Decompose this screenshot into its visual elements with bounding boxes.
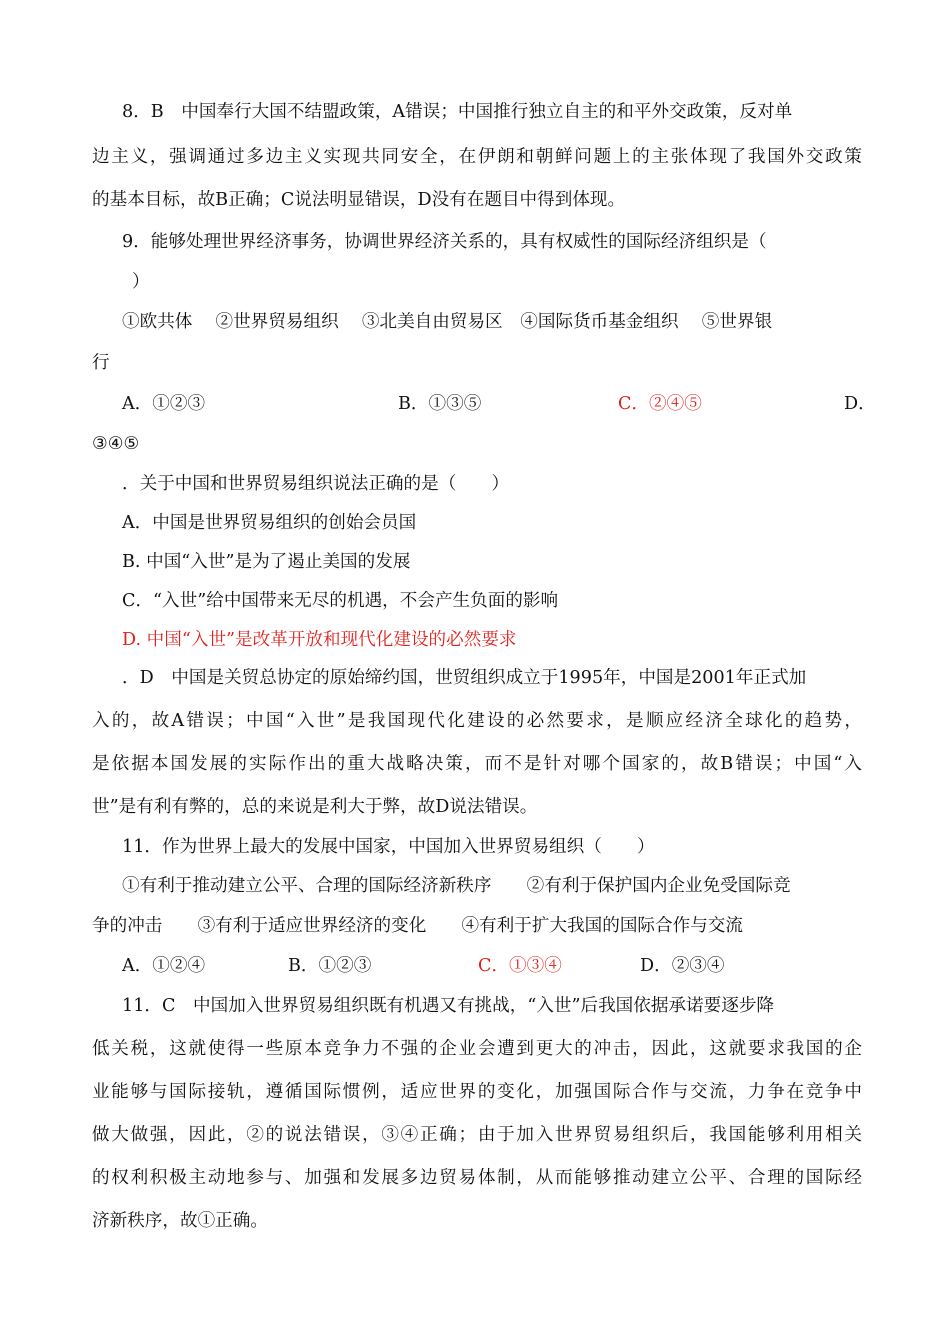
- q9-option-b: B．①③⑤: [398, 394, 482, 414]
- q10-option-b: B. 中国“入世”是为了遏止美国的发展: [122, 552, 411, 572]
- q11-option-d: D．②③④: [640, 956, 725, 976]
- q11-explain-line-2: 低关税，这就使得一些原本竞争力不强的企业会遭到更大的冲击，因此，这就要求我国的企: [92, 1039, 862, 1059]
- q9-stem: 9．能够处理世界经济事务，协调世界经济关系的，具有权威性的国际经济组织是（: [122, 232, 767, 252]
- q11-option-b: B．①②③: [288, 956, 372, 976]
- q9-items-line-2: 行: [92, 353, 110, 373]
- q11-explain-line-1: 11．C 中国加入世界贸易组织既有机遇又有挑战，“入世”后我国依据承诺要逐步降: [122, 996, 775, 1016]
- q10-explain-line-1: ．D 中国是关贸总协定的原始缔约国，世贸组织成立于1995年，中国是2001年正式加: [122, 668, 807, 688]
- q11-items-line-2: 争的冲击 ③有利于适应世界经济的变化 ④有利于扩大我国的国际合作与交流: [92, 916, 743, 936]
- q9-items-line-1: ①欧共体 ②世界贸易组织 ③北美自由贸易区 ④国际货币基金组织 ⑤世界银: [122, 312, 773, 332]
- q10-option-d: D. 中国“入世”是改革开放和现代化建设的必然要求: [122, 630, 517, 650]
- q11-option-c: C．①③④: [478, 956, 562, 976]
- q9-option-d: D．: [844, 394, 876, 414]
- q8-answer-line-1: 8．B 中国奉行大国不结盟政策，A错误；中国推行独立自主的和平外交政策，反对单: [122, 102, 793, 122]
- q9-option-d-cont: ③④⑤: [92, 434, 140, 454]
- q10-explain-line-3: 是依据本国发展的实际作出的重大战略决策，而不是针对哪个国家的，故B错误；中国“入: [92, 754, 862, 774]
- q9-option-a: A．①②③: [122, 394, 206, 414]
- q10-explain-line-4: 世”是有利有弊的，总的来说是利大于弊，故D说法错误。: [92, 797, 538, 817]
- q11-explain-line-5: 的权利积极主动地参与、加强和发展多边贸易体制，从而能够推动建立公平、合理的国际经: [92, 1168, 862, 1188]
- q9-option-c: C．②④⑤: [618, 394, 702, 414]
- q11-option-a: A．①②④: [122, 956, 206, 976]
- q9-stem-close: ）: [132, 272, 150, 292]
- q8-answer-line-2: 边主义，强调通过多边主义实现共同安全，在伊朗和朝鲜问题上的主张体现了我国外交政策: [92, 147, 862, 167]
- q10-option-c: C．“入世”给中国带来无尽的机遇，不会产生负面的影响: [122, 591, 559, 611]
- q10-stem: ．关于中国和世界贸易组织说法正确的是（ ）: [122, 474, 510, 494]
- q10-explain-line-2: 入的，故A错误；中国“入世”是我国现代化建设的必然要求，是顺应经济全球化的趋势，: [92, 711, 862, 731]
- q11-explain-line-3: 业能够与国际接轨，遵循国际惯例，适应世界的变化，加强国际合作与交流，力争在竞争中: [92, 1082, 862, 1102]
- q11-stem: 11．作为世界上最大的发展中国家，中国加入世界贸易组织（ ）: [122, 837, 655, 857]
- q11-explain-line-4: 做大做强，因此，②的说法错误，③④正确；由于加入世界贸易组织后，我国能够利用相关: [92, 1125, 862, 1145]
- q11-items-line-1: ①有利于推动建立公平、合理的国际经济新秩序 ②有利于保护国内企业免受国际竞: [122, 876, 791, 896]
- q10-option-a: A．中国是世界贸易组织的创始会员国: [122, 513, 417, 533]
- q11-explain-line-6: 济新秩序，故①正确。: [92, 1211, 268, 1231]
- q8-answer-line-3: 的基本目标，故B正确；C说法明显错误，D没有在题目中得到体现。: [92, 190, 626, 210]
